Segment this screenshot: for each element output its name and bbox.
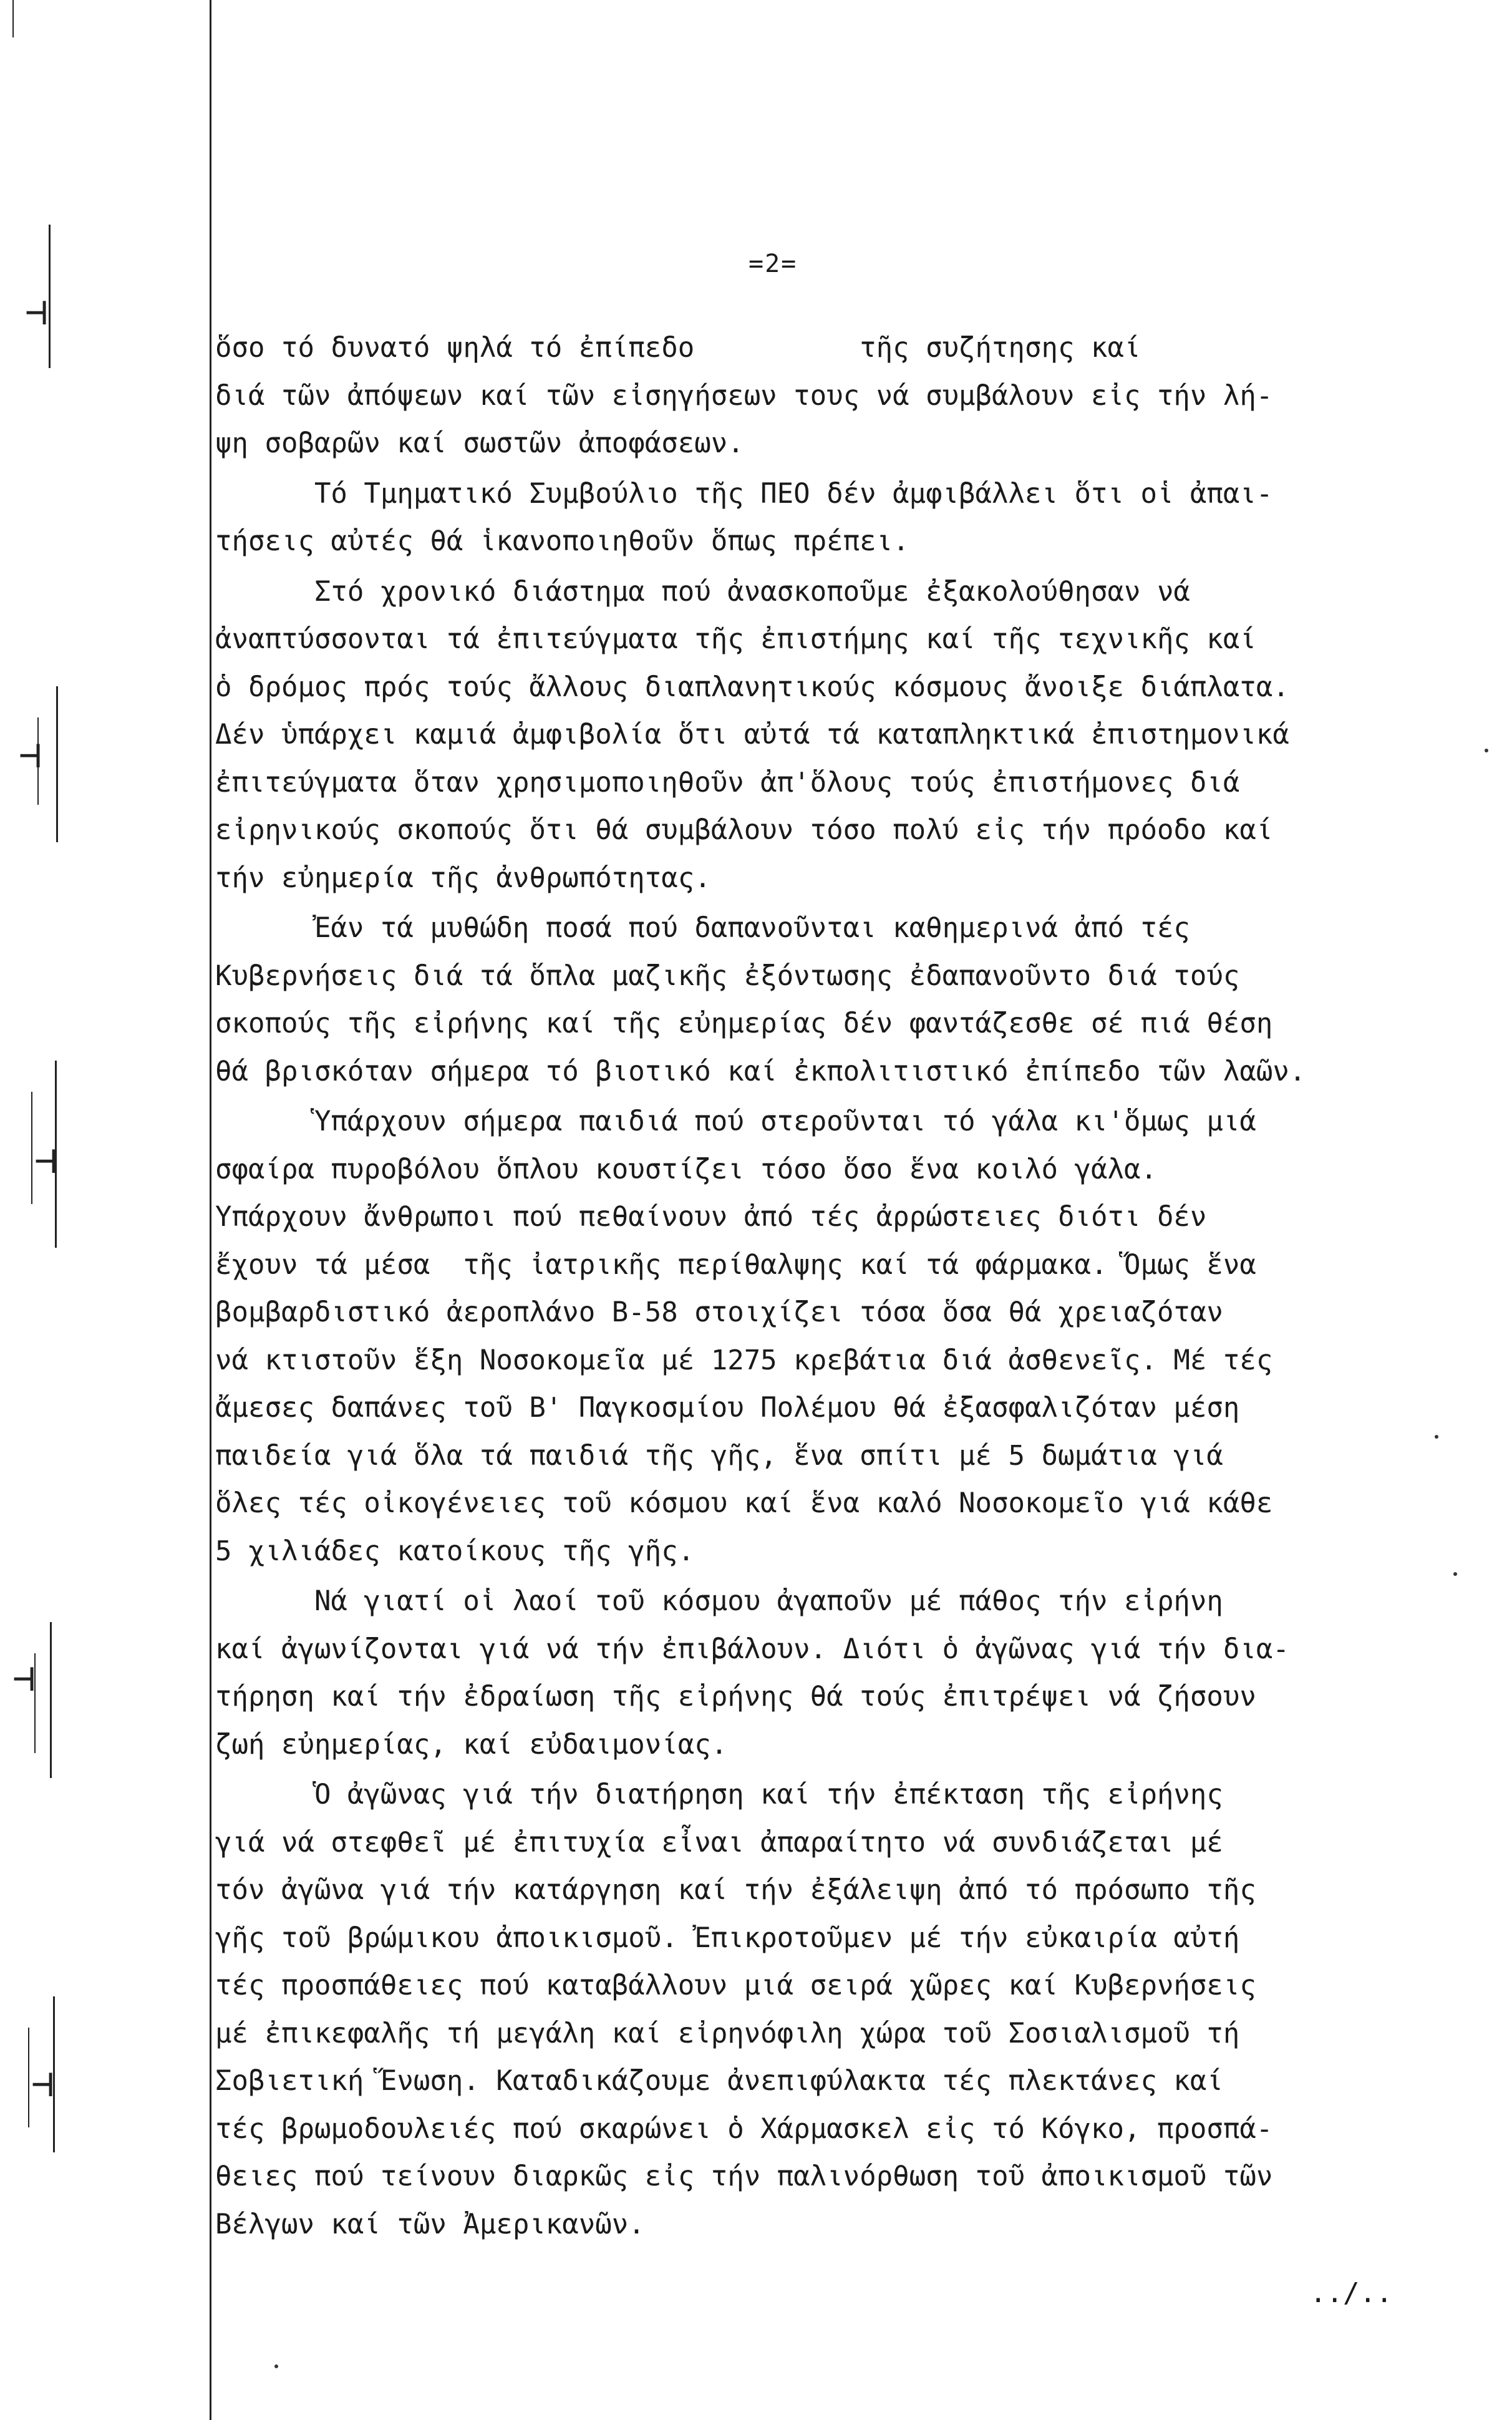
body-text (215, 324, 1475, 2248)
text-line: τήρηση καί τήν ἐδραίωση τῆς εἰρήνης θά τούς ἐπιτρέψει νά ζήσουν (215, 1681, 1256, 1713)
page-number: =2= (749, 250, 798, 278)
binding-hole-mark: ⊣ (31, 2062, 54, 2106)
continuation-mark: ../.. (1310, 2277, 1393, 2309)
binding-hole-mark: ⊣ (25, 290, 48, 334)
text-line: παιδεία γιά ὅλα τά παιδιά τῆς γῆς, ἕνα σπίτι μέ 5 δωμάτια γιά (215, 1439, 1223, 1472)
margin-rule (210, 0, 211, 2420)
margin-rule (12, 0, 14, 37)
text-line: Βέλγων καί τῶν Ἀμερικανῶν. (215, 2208, 645, 2240)
text-line: σκοπούς τῆς εἰρήνης καί τῆς εὐημερίας δέν φαντάζεσθε σέ πιά θέση (215, 1008, 1273, 1039)
margin-rule (56, 686, 58, 842)
text-line: εἰρηνικούς σκοπούς ὅτι θά συμβάλουν τόσο πολύ εἰς τήν πρόοδο καί (215, 814, 1273, 846)
page-speck (274, 2364, 278, 2368)
text-line: τήσεις αὐτές θά ἱκανοποιηθοῦν ὅπως πρέπει. (215, 525, 909, 557)
text-line: νά κτιστοῦν ἕξη Νοσοκομεῖα μέ 1275 κρεβάτια διά ἀσθενεῖς. Μέ τές (215, 1344, 1273, 1376)
text-line: τήν εὐημερία τῆς ἀνθρωπότητας. (215, 862, 711, 894)
margin-rule (28, 2028, 29, 2127)
page-speck (1485, 749, 1488, 752)
text-line: ὁ δρόμος πρός τούς ἄλλους διαπλανητικούς κόσμους ἄνοιξε διάπλατα. (215, 671, 1289, 703)
text-line: Σοβιετική Ἕνωση. Καταδικάζουμε ἀνεπιφύλακτα τές πλεκτάνες καί (215, 2065, 1223, 2097)
text-line: Δέν ὑπάρχει καμιά ἀμφιβολία ὅτι αὐτά τά καταπληκτικά ἐπιστημονικά (215, 719, 1289, 751)
text-line: μέ ἐπικεφαλῆς τή μεγάλη καί εἰρηνόφιλη χώρα τοῦ Σοσιαλισμοῦ τή (215, 2017, 1240, 2049)
text-line: Τό Τμηματικό Συμβούλιο τῆς ΠΕΟ δέν ἀμφιβάλλει ὅτι οἱ ἀπαι- (215, 477, 1273, 510)
text-line: Ὑπάρχουν ἄνθρωποι πού πεθαίνουν ἀπό τές ἀρρώστειες διότι δέν (215, 1201, 1207, 1233)
text-line: 5 χιλιάδες κατοίκους τῆς γῆς. (215, 1535, 695, 1567)
text-line: θειες πού τείνουν διαρκῶς εἰς τήν παλινόρθωση τοῦ ἀποικισμοῦ τῶν (215, 2160, 1273, 2192)
text-line: ζωή εὐημερίας, καί εὐδαιμονίας. (215, 1728, 728, 1761)
binding-hole-mark: ⊣ (12, 1656, 36, 1700)
text-line: Κυβερνήσεις διά τά ὅπλα μαζικῆς ἐξόντωσης ἐδαπανοῦντο διά τούς (215, 960, 1240, 992)
text-line: γῆς τοῦ βρώμικου ἀποικισμοῦ. Ἐπικροτοῦμεν μέ τήν εὐκαιρία αὐτή (215, 1922, 1240, 1954)
text-line: τές προσπάθειες πού καταβάλλουν μιά σειρά χῶρες καί Κυβερνήσεις (215, 1970, 1256, 2001)
binding-hole-mark: ⊣ (19, 733, 42, 777)
text-line: σφαίρα πυροβόλου ὅπλου κουστίζει τόσο ὅσο ἕνα κοιλό γάλα. (215, 1153, 1157, 1185)
text-line: τές βρωμοδουλειές πού σκαρώνει ὁ Χάρμασκελ εἰς τό Κόγκο, προσπά- (215, 2112, 1273, 2145)
text-line: τόν ἀγῶνα γιά τήν κατάργηση καί τήν ἐξάλειψη ἀπό τό πρόσωπο τῆς (215, 1874, 1256, 1906)
text-line: ἀναπτύσσονται τά ἐπιτεύγματα τῆς ἐπιστήμης καί τῆς τεχνικῆς καί (215, 623, 1256, 655)
text-line: Ἐάν τά μυθώδη ποσά πού δαπανοῦνται καθημερινά ἀπό τές (215, 912, 1190, 944)
text-line: θά βρισκόταν σήμερα τό βιοτικό καί ἐκπολιτιστικό ἐπίπεδο τῶν λαῶν. (215, 1055, 1306, 1087)
text-line: ὅλες τές οἰκογένειες τοῦ κόσμου καί ἕνα καλό Νοσοκομεῖο γιά κάθε (215, 1487, 1273, 1519)
text-line: ἔχουν τά μέσα τῆς ἰατρικῆς περίθαλψης καί τά φάρμακα. Ὅμως ἕνα (215, 1248, 1256, 1281)
text-line: ψη σοβαρῶν καί σωστῶν ἀποφάσεων. (215, 427, 744, 459)
text-line: Ὑπάρχουν σήμερα παιδιά πού στεροῦνται τό γάλα κι'ὅμως μιά (215, 1106, 1256, 1137)
margin-rule (49, 225, 51, 368)
text-line: Ὁ ἀγῶνας γιά τήν διατήρηση καί τήν ἐπέκταση τῆς εἰρήνης (215, 1779, 1223, 1810)
text-line: ἄμεσες δαπάνες τοῦ Β' Παγκοσμίου Πολέμου θά ἐξασφαλιζόταν μέση (215, 1392, 1240, 1424)
text-line: καί ἀγωνίζονται γιά νά τήν ἐπιβάλουν. Διότι ὁ ἀγῶνας γιά τήν δια- (215, 1633, 1289, 1665)
text-line: βομβαρδιστικό ἀεροπλάνο Β-58 στοιχίζει τόσα ὅσα θά χρειαζόταν (215, 1296, 1223, 1328)
text-line: Νά γιατί οἱ λαοί τοῦ κόσμου ἀγαποῦν μέ πάθος τήν εἰρήνη (215, 1585, 1223, 1617)
text-line: ὅσο τό δυνατό ψηλά τό ἐπίπεδο τῆς συζήτησης καί (215, 332, 1141, 364)
text-line: Στό χρονικό διάστημα πού ἀνασκοποῦμε ἐξακολούθησαν νά (215, 575, 1190, 608)
text-line: ἐπιτεύγματα ὅταν χρησιμοποιηθοῦν ἀπ'ὅλους τούς ἐπιστήμονες διά (215, 766, 1240, 799)
text-line: γιά νά στεφθεῖ μέ ἐπιτυχία εἶναι ἀπαραίτητο νά συνδιάζεται μέ (215, 1826, 1223, 1859)
binding-hole-mark: ⊣ (34, 1139, 57, 1182)
margin-rule (50, 1622, 52, 1778)
margin-rule (31, 1092, 32, 1204)
text-line: διά τῶν ἀπόψεων καί τῶν εἰσηγήσεων τους νά συμβάλουν εἰς τήν λή- (215, 379, 1273, 412)
